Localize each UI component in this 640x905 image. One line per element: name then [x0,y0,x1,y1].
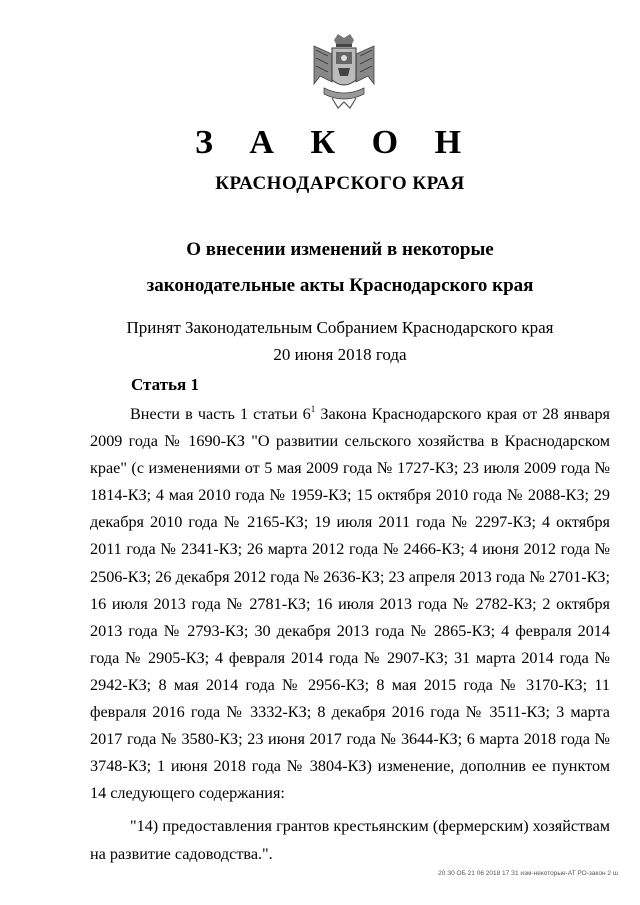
footer-file-code: 20 З0 ОБ 21 06 2018 17 З1 изм-некоторые-АТ РО-закон 2 ш [438,870,618,877]
adoption-info [0,314,640,368]
adoption-line1: Принят Законодательным Собранием Краснодарского края [126,318,554,337]
article-quote: "14) предоставления грантов крестьянским (фермерским) хозяйствам на развитие садоводства.". [90,817,610,863]
article-body [90,401,610,868]
law-name-line1: О внесении изменений в некоторые [186,239,494,260]
law-name [0,232,640,304]
article-text-start: Внести в часть 1 статьи 6 [130,405,311,423]
adoption-date: 20 июня 2018 года [273,345,407,364]
article-paragraph [90,401,610,807]
law-name-line2: законодательные акты Краснодарского края [146,275,534,296]
document-region: КРАСНОДАРСКОГО КРАЯ [215,173,465,194]
coat-of-arms-icon [310,32,378,112]
article-superscript: 1 [310,404,316,414]
article-text-rest: Закона Краснодарского края от 28 января 2009 года № 1690-КЗ "О развитии сельского хозяйства в Краснодарском крае" (с изменениями от 5 мая 2009 года № 1727-КЗ; 23 июля 2009 года № 1814-КЗ; 4 мая 2010 года № 1959-КЗ; 15 октября 2010 года № 2088-КЗ; 29 декабря 2010 года № 2165-КЗ; 19 июля 2011 года № 2297-КЗ; 4 октября 2011 года № 2341-КЗ; 26 марта 2012 года № 2466-КЗ; 4 июня 2012 года № 2506-КЗ; 26 декабря 2012 года № 2636-КЗ; 23 апреля 2013 года № 2701-КЗ; 16 июля 2013 года № 2781-КЗ; 16 июля 2013 года № 2782-КЗ; 2 октября 2013 года № 2793-КЗ; 30 декабря 2013 года № 2865-КЗ; 4 февраля 2014 года № 2905-КЗ; 4 февраля 2014 года № 2907-КЗ; 31 марта 2014 года № 2942-КЗ; 8 мая 2014 года № 2956-КЗ; 8 мая 2015 года № 3170-КЗ; 11 февраля 2016 года № 3332-КЗ; 8 декабря 2016 года № 3511-КЗ; 3 марта 2017 года № 3580-КЗ; 23 июня 2017 года № 3644-КЗ; 6 марта 2018 года № 3748-КЗ; 1 июня 2018 года № 3804-КЗ) изменение, дополнив ее пунктом 14 следующего содержания: [90,405,610,803]
article-heading: Статья 1 [131,375,199,394]
document-title: З А К О Н [194,124,476,161]
